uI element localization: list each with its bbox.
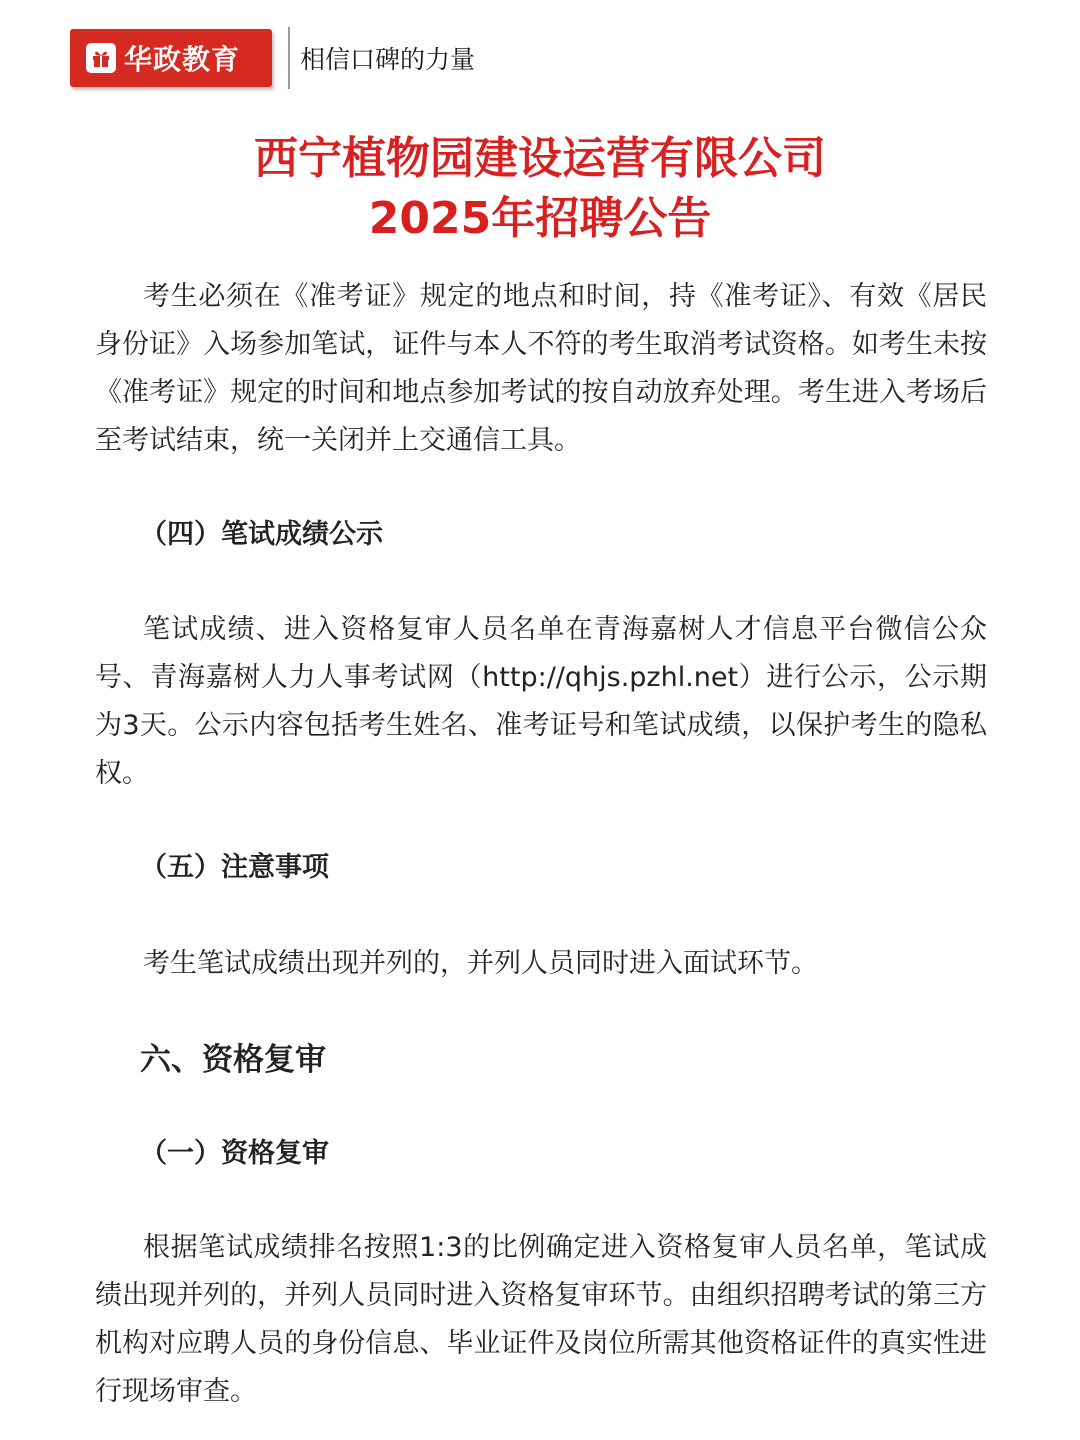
paragraph-qualification-review: 根据笔试成绩排名按照1:3的比例确定进入资格复审人员名单，笔试成绩出现并列的，并列人员同时进入资格复审环节。由组织招聘考试的第三方机构对应聘人员的身份信息、毕业证件及岗位所需其他资格证件的真实性进行现场审查。: [95, 1232, 987, 1407]
section-heading-6: 六、资格复审: [140, 1042, 326, 1078]
paragraph-score-publicity: 笔试成绩、进入资格复审人员名单在青海嘉树人才信息平台微信公众号、青海嘉树人力人事考试网（http://qhjs.pzhl.net）进行公示，公示期为3天。公示内容包括考生姓名、准考证号和笔试成绩，以保护考生的隐私权。: [95, 614, 987, 789]
page-title-line1: 西宁植物园建设运营有限公司: [254, 133, 826, 184]
section-heading-4: （四）笔试成绩公示: [140, 519, 383, 550]
logo-text: 华政教育: [124, 43, 241, 76]
header-divider: [288, 27, 290, 89]
paragraph-exam-rules: 考生必须在《准考证》规定的地点和时间，持《准考证》、有效《居民身份证》入场参加笔试，证件与本人不符的考生取消考试资格。如考生未按《准考证》规定的时间和地点参加考试的按自动放弃处理。考生进入考场后至考试结束，统一关闭并上交通信工具。: [95, 281, 987, 456]
gift-icon: [86, 43, 116, 73]
section-heading-5: （五）注意事项: [140, 852, 329, 883]
slogan: 相信口碑的力量: [300, 45, 476, 74]
page-title-line2: 2025年招聘公告: [368, 193, 712, 244]
header: [70, 27, 475, 89]
paragraph-notes: 考生笔试成绩出现并列的，并列人员同时进入面试环节。: [143, 948, 818, 979]
logo: [70, 29, 272, 87]
section-heading-6-1: （一）资格复审: [140, 1138, 329, 1169]
